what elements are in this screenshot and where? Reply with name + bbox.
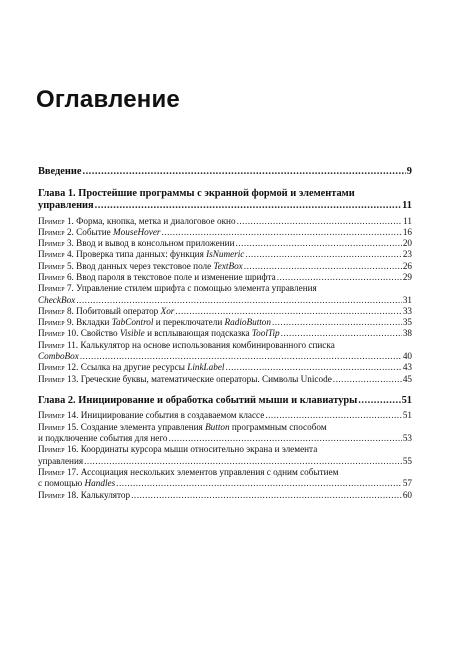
- entry-italic: IsNumeric: [206, 249, 245, 260]
- entry-text: Греческие буквы, математические операторы. Символы Unicode: [80, 373, 332, 384]
- entry-page: 31: [402, 294, 412, 305]
- entry-italic: Xor: [160, 305, 175, 316]
- entry-text: Проверка типа данных: функция: [76, 249, 207, 260]
- entry-label: Пример 7.: [38, 283, 74, 294]
- chapter-1-entry[interactable]: [38, 249, 412, 260]
- toc-intro-page: 9: [406, 166, 412, 177]
- entry-label: Пример 8.: [38, 305, 74, 316]
- entry-page: 45: [402, 373, 412, 384]
- chapter-1-entry[interactable]: [38, 272, 412, 283]
- chapter-1-title-line1: Глава 1. Простейшие программы с экранной формой и элементами: [38, 187, 355, 199]
- entry-text: Управление стилем шрифта с помощью элемента управления: [76, 283, 317, 294]
- chapter-1-entry[interactable]: [38, 328, 412, 339]
- chapter-2-page: 51: [401, 394, 412, 406]
- entry-text: Ввод и вывод в консольном приложении: [76, 238, 235, 249]
- entry-label: Пример 12.: [38, 362, 79, 373]
- entry-italic: Button: [205, 421, 230, 432]
- chapter-2-entry[interactable]: [38, 444, 412, 467]
- entry-label: Пример 4.: [38, 249, 74, 260]
- entry-page: 53: [402, 433, 412, 444]
- entry-label: Пример 1.: [38, 215, 74, 226]
- entry-text2: программным способом: [229, 421, 327, 432]
- entry-page: 20: [402, 238, 412, 249]
- chapter-1-entry[interactable]: [38, 340, 412, 363]
- entry-page: 51: [402, 410, 412, 421]
- entry-cont: управления: [38, 455, 84, 466]
- table-of-contents: [38, 166, 412, 501]
- chapter-2-entry[interactable]: [38, 410, 412, 421]
- entry-page: 57: [402, 478, 412, 489]
- entry-label: Пример 3.: [38, 238, 74, 249]
- chapter-2-entry[interactable]: [38, 422, 412, 445]
- chapter-1-entry[interactable]: [38, 317, 412, 328]
- entry-text: Создание элемента управления: [80, 421, 206, 432]
- entry-text: Побитовый оператор: [76, 305, 161, 316]
- chapter-1-title-line2: управления: [38, 200, 94, 211]
- chapter-2-title: Глава 2. Инициирование и обработка событий мыши и клавиатуры: [38, 394, 358, 406]
- entry-cont-italic: ComboBox: [38, 351, 79, 362]
- entry-page: 55: [402, 455, 412, 466]
- entry-text2: и переключатели: [153, 317, 225, 328]
- entry-label: Пример 16.: [38, 444, 79, 455]
- toc-chapter-2[interactable]: [38, 395, 412, 408]
- entry-label: Пример 18.: [38, 489, 79, 500]
- entry-cont: с помощью: [38, 478, 85, 489]
- entry-italic: Visible: [119, 328, 145, 339]
- chapter-1-entries: [38, 216, 412, 385]
- entry-label: Пример 11.: [38, 339, 79, 350]
- entry-italic: TextBox: [213, 260, 243, 271]
- entry-page: 33: [402, 305, 412, 316]
- entry-label: Пример 2.: [38, 226, 74, 237]
- entry-text: Свойство: [80, 328, 120, 339]
- entry-page: 26: [402, 260, 412, 271]
- entry-page: 23: [402, 249, 412, 260]
- chapter-2-entries: [38, 410, 412, 500]
- entry-page: 38: [402, 328, 412, 339]
- chapter-2-entry[interactable]: [38, 490, 412, 501]
- entry-italic: LinkLabel: [187, 362, 225, 373]
- chapter-1-entry[interactable]: [38, 374, 412, 385]
- entry-text: Ввод данных через текстовое поле: [76, 260, 214, 271]
- entry-label: Пример 13.: [38, 373, 79, 384]
- entry-cont-italic: CheckBox: [38, 294, 76, 305]
- entry-text2: и всплывающая подсказка: [144, 328, 252, 339]
- chapter-1-entry[interactable]: [38, 238, 412, 249]
- entry-label: Пример 17.: [38, 466, 79, 477]
- entry-label: Пример 15.: [38, 421, 79, 432]
- entry-text: Вкладки: [76, 317, 112, 328]
- entry-text: Координаты курсора мыши относительно экрана и элемента: [80, 444, 318, 455]
- entry-label: Пример 5.: [38, 260, 74, 271]
- entry-page: 40: [402, 351, 412, 362]
- entry-label: Пример 14.: [38, 410, 79, 421]
- entry-italic: MouseHover: [113, 226, 161, 237]
- entry-text: Инициирование события в создаваемом классе: [80, 410, 265, 421]
- entry-cont-italic: Handles: [84, 478, 116, 489]
- chapter-1-entry[interactable]: [38, 283, 412, 306]
- chapter-1-entry[interactable]: [38, 306, 412, 317]
- entry-page: 29: [402, 271, 412, 282]
- chapter-1-page: 11: [402, 200, 412, 211]
- entry-page: 16: [402, 226, 412, 237]
- entry-page: 60: [402, 489, 412, 500]
- toc-chapter-1[interactable]: [38, 188, 412, 213]
- toc-intro-title: Введение: [38, 166, 82, 177]
- chapter-1-entry[interactable]: [38, 261, 412, 272]
- chapter-1-entry[interactable]: [38, 216, 412, 227]
- entry-text: Калькулятор: [80, 489, 131, 500]
- entry-italic2: RadioButton: [224, 317, 271, 328]
- entry-text: Ввод пароля в текстовое поле и изменение шрифта: [76, 271, 276, 282]
- chapter-1-entry[interactable]: [38, 227, 412, 238]
- entry-italic2: ToolTip: [251, 328, 280, 339]
- entry-label: Пример 6.: [38, 271, 74, 282]
- chapter-1-entry[interactable]: [38, 362, 412, 373]
- page-title: Оглавление: [36, 86, 180, 113]
- toc-intro[interactable]: [38, 166, 412, 179]
- entry-text: Ассоциация нескольких элементов управления с одним событием: [80, 466, 339, 477]
- entry-cont: и подключение события для него: [38, 433, 168, 444]
- entry-label: Пример 9.: [38, 317, 74, 328]
- entry-page: 43: [402, 362, 412, 373]
- entry-label: Пример 10.: [38, 328, 79, 339]
- entry-text: Калькулятор на основе использования комбинированного списка: [80, 339, 335, 350]
- entry-page: 11: [403, 215, 412, 226]
- entry-italic: TabControl: [111, 317, 154, 328]
- entry-text: Форма, кнопка, метка и диалоговое окно: [76, 215, 236, 226]
- entry-text: Ссылка на другие ресурсы: [80, 362, 188, 373]
- entry-text: Событие: [76, 226, 114, 237]
- entry-page: 35: [402, 317, 412, 328]
- chapter-2-entry[interactable]: [38, 467, 412, 490]
